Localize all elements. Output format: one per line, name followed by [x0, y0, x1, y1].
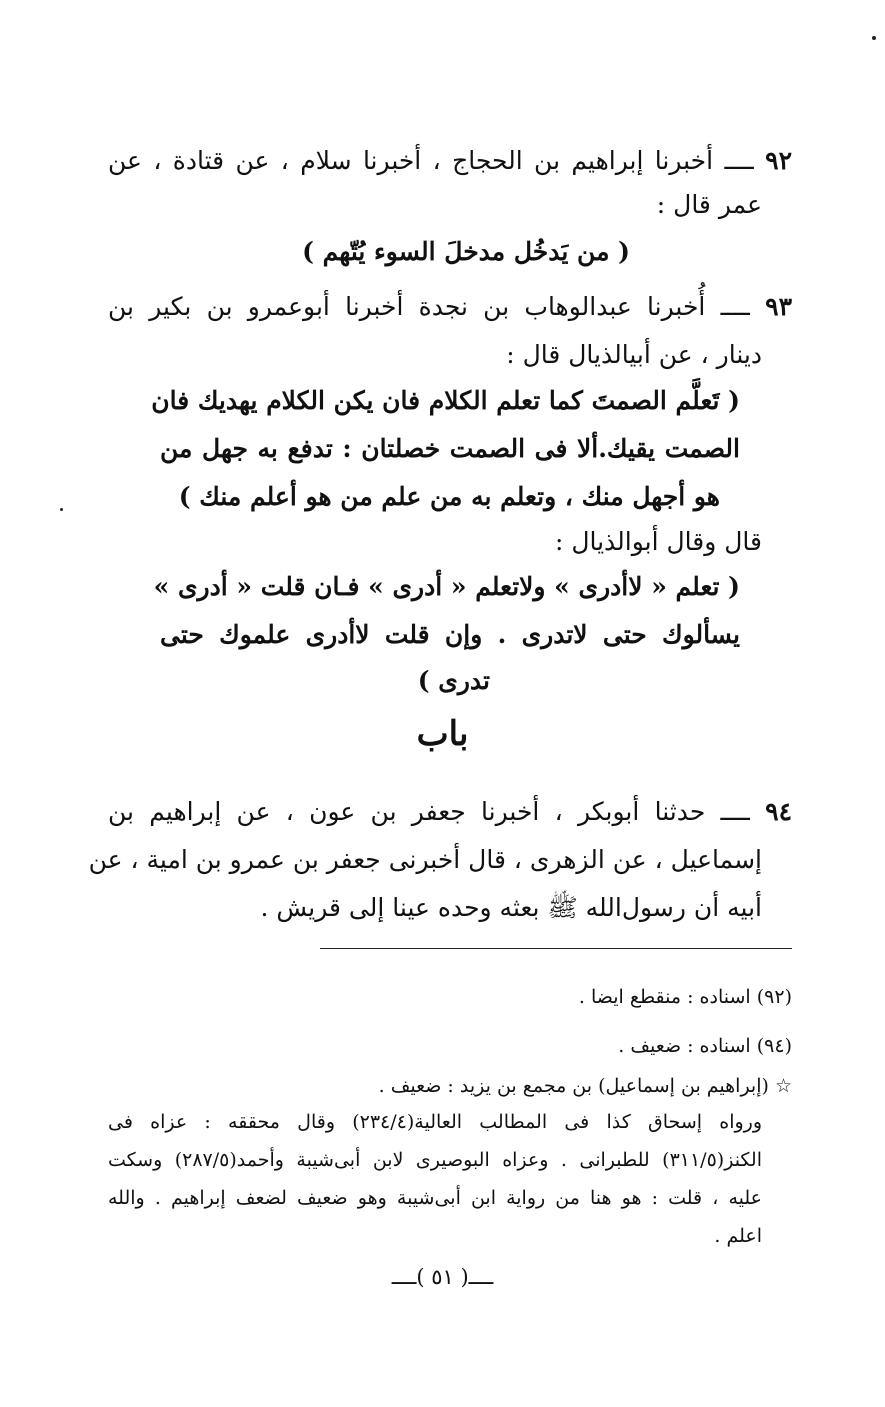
- entry-94-line-1: [108, 795, 792, 829]
- entry-92-text: ــــ أخبرنا إبراهيم بن الحجاج ، أخبرنا سلام ، عن قتادة ، عن: [108, 146, 754, 175]
- entry-94-number: ٩٤: [765, 797, 792, 826]
- entry-93-line-3: قال وقال أبوالذيال :: [554, 527, 762, 556]
- entry-92-line-2: عمر قال :: [656, 190, 762, 219]
- footnote-92: (٩٢) اسناده : منقطع ايضا .: [578, 986, 792, 1008]
- entry-94-text: ــــ حدثنا أبوبكر ، أخبرنا جعفر بن عون ، عن إبراهيم بن: [108, 797, 750, 826]
- entry-93-quote-2-line-2: يسألوك حتى لاتدرى . وإن قلت لاأدرى علموك حتى: [160, 620, 740, 649]
- entry-93-quote-1-line-1: ( تَعلَّم الصمتَ كما تعلم الكلام فان يكن الكلام يهديك فان: [151, 386, 740, 415]
- entry-94-line-3: أبيه أن رسول‌الله ﷺ بعثه وحده عينا إلى قريش .: [260, 893, 762, 922]
- entry-92-line-1: [108, 144, 792, 178]
- entry-93-line-2: دينار ، عن أبيالذيال قال :: [506, 340, 762, 369]
- footnote-line-4: اعلم .: [714, 1225, 762, 1247]
- entry-93-quote-1-line-2: الصمت يقيك.ألا فى الصمت خصلتان : تدفع به جهل من: [160, 434, 740, 463]
- footnote-star: ☆ (إبراهيم بن إسماعيل) بن مجمع بن يزيد : ضعيف .: [378, 1075, 792, 1097]
- footnote-94: (٩٤) اسناده : ضعيف .: [618, 1035, 792, 1057]
- scan-speck: [872, 36, 876, 40]
- entry-92-quote: ( من يَدخُل مدخلَ السوء يُتّهم ): [302, 237, 630, 266]
- entry-93-number: ٩٣: [765, 292, 792, 321]
- footnote-separator: [320, 948, 792, 949]
- entry-93-quote-1-line-3: هو أجهل منك ، وتعلم به من علم من هو أعلم منك ): [178, 482, 720, 511]
- footnote-line-1: ورواه إسحاق كذا فى المطالب العالية(٢٣٤/٤) وقال محققه : عزاه فى: [108, 1111, 763, 1133]
- entry-93-text: ــــ أُخبرنا عبدالوهاب بن نجدة أخبرنا أبوعمرو بن بكير بن: [108, 292, 750, 321]
- entry-93-line-1: [108, 290, 792, 324]
- entry-92-number: ٩٢: [765, 146, 792, 175]
- entry-93-quote-2-line-3: تدرى ): [417, 666, 490, 695]
- footnote-line-2: الكنز(٣١١/٥) للطبرانى . وعزاه البوصيرى لابن أبى‌شيبة وأحمد(٢٨٧/٥) وسكت: [108, 1149, 762, 1171]
- entry-94-line-2: إسماعيل ، عن الزهرى ، قال أخبرنى جعفر بن عمرو بن امية ، عن: [88, 845, 762, 874]
- page-number: ــــ( ٥١ )ــــ: [391, 1265, 494, 1289]
- footnote-line-3: عليه ، قلت : هو هنا من رواية ابن أبى‌شيبة وهو ضعيف لضعف إبراهيم . والله: [108, 1187, 762, 1209]
- entry-93-quote-2-line-1: ( تعلم « لاأدرى » ولاتعلم « أدرى » فـان قلت « أدرى »: [153, 572, 740, 601]
- section-heading: باب: [416, 714, 469, 754]
- scan-speck: [60, 508, 63, 511]
